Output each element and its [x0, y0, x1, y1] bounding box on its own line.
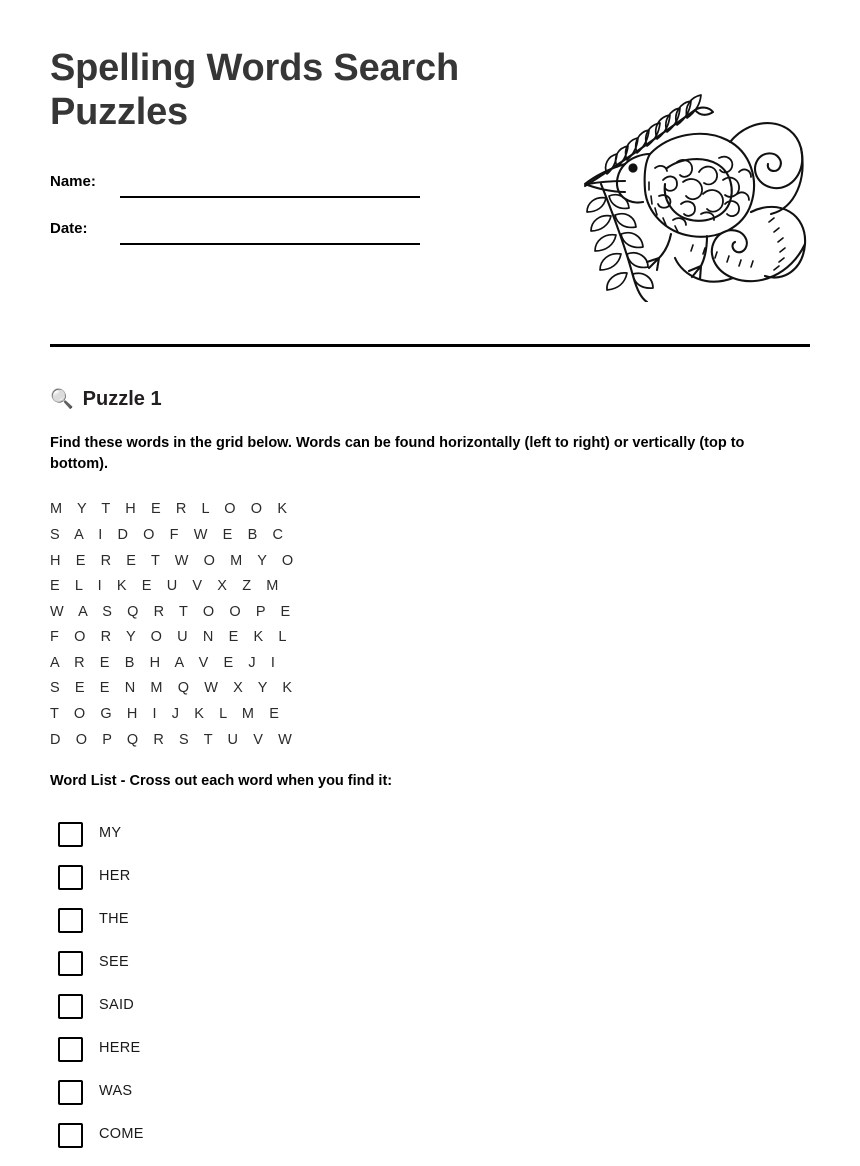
- word-label: HER: [99, 868, 131, 885]
- word-list-heading: Word List - Cross out each word when you find it:: [50, 773, 393, 790]
- name-field-input-line[interactable]: [120, 196, 420, 198]
- list-item[interactable]: [50, 951, 810, 994]
- grid-row: S A I D O F W E B C: [50, 526, 289, 543]
- grid-row: S E E N M Q W X Y K: [50, 680, 298, 697]
- puzzle-heading: [50, 386, 810, 412]
- word-label: MY: [99, 825, 122, 842]
- list-item[interactable]: [50, 908, 810, 951]
- word-label: COME: [99, 1126, 144, 1143]
- grid-row: W A S Q R T O O P E: [50, 603, 296, 620]
- page-title: Spelling Words Search Puzzles: [50, 47, 459, 134]
- puzzle-section: [50, 386, 810, 1166]
- word-checkbox[interactable]: [58, 1080, 83, 1105]
- list-item[interactable]: [50, 1123, 810, 1166]
- word-checkbox[interactable]: [58, 908, 83, 933]
- word-list: [50, 822, 810, 1166]
- magnifier-icon: 🔍: [50, 388, 74, 410]
- grid-row: E L I K E U V X Z M: [50, 578, 284, 595]
- document-header: [50, 46, 810, 296]
- kiwi-bird-fern-illustration-icon: [555, 62, 815, 302]
- grid-row: H E R E T W O M Y O: [50, 552, 299, 569]
- word-label: THE: [99, 911, 129, 928]
- list-item[interactable]: [50, 865, 810, 908]
- word-checkbox[interactable]: [58, 994, 83, 1019]
- word-checkbox[interactable]: [58, 865, 83, 890]
- puzzle-instructions: Find these words in the grid below. Words can be found horizontally (left to right) or vertically (top to bottom).: [50, 435, 745, 473]
- word-label: SEE: [99, 954, 129, 971]
- grid-row: A R E B H A V E J I: [50, 654, 281, 671]
- name-field-label: Name:: [50, 173, 96, 190]
- word-checkbox[interactable]: [58, 1123, 83, 1148]
- grid-row: D O P Q R S T U V W: [50, 731, 298, 748]
- word-checkbox[interactable]: [58, 822, 83, 847]
- list-item[interactable]: [50, 822, 810, 865]
- list-item[interactable]: [50, 994, 810, 1037]
- date-field-input-line[interactable]: [120, 243, 420, 245]
- grid-row: T O G H I J K L M E: [50, 706, 285, 723]
- grid-row: M Y T H E R L O O K: [50, 501, 293, 518]
- student-info-fields: [50, 162, 430, 256]
- name-field-row: [50, 162, 430, 209]
- section-divider: [50, 344, 810, 347]
- word-label: WAS: [99, 1083, 133, 1100]
- list-item[interactable]: [50, 1080, 810, 1123]
- word-search-grid: [50, 497, 810, 753]
- word-checkbox[interactable]: [58, 1037, 83, 1062]
- grid-row: F O R Y O U N E K L: [50, 629, 293, 646]
- date-field-row: [50, 209, 430, 256]
- list-item[interactable]: [50, 1037, 810, 1080]
- word-checkbox[interactable]: [58, 951, 83, 976]
- date-field-label: Date:: [50, 220, 88, 237]
- word-label: HERE: [99, 1040, 141, 1057]
- word-label: SAID: [99, 997, 135, 1014]
- puzzle-heading-label: Puzzle 1: [82, 388, 162, 410]
